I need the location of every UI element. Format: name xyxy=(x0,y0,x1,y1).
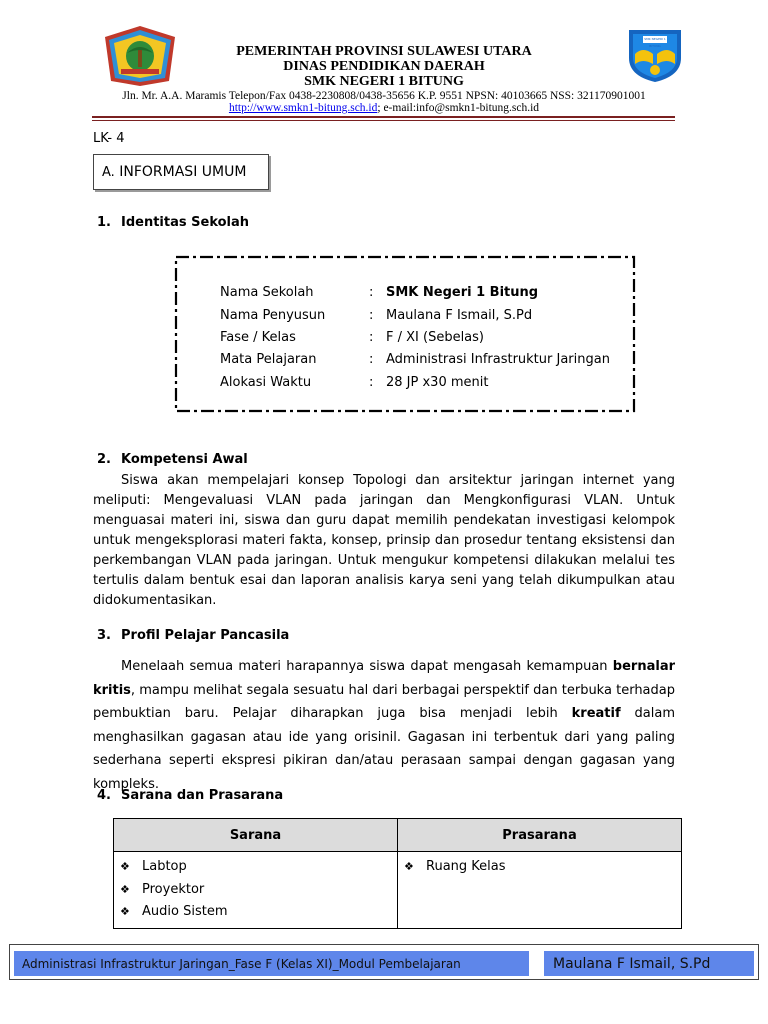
lk-label: LK- 4 xyxy=(93,131,125,146)
profil-bold-critical: bernalar kritis xyxy=(93,659,675,698)
section-a-prefix: A. xyxy=(102,165,115,180)
identity-value-school: SMK Negeri 1 Bitung xyxy=(386,285,539,300)
header-contact xyxy=(0,102,768,115)
email-text: ; e-mail:info@smkn1-bitung.sch.id xyxy=(377,102,540,114)
profil-text-2: , mampu melihat segala sesuatu hal dari berbagai perspektif dan terbuka terhadap pembuktian baru. Pelajar diharapkan juga bisa menjadi lebih xyxy=(93,682,675,721)
identity-label: Mata Pelajaran xyxy=(220,352,317,367)
sarana-item: Audio Sistem xyxy=(142,904,228,919)
section-1-title: Identitas Sekolah xyxy=(121,215,250,230)
profil-text-3: dalam menghasilkan gagasan atau ide yang orisinil. Gagasan ini terbentuk dari yang paling sederhana seperti ekspresi pikiran dan/atau perasaan sampai dengan gagasan yang kompleks. xyxy=(93,706,675,792)
list-item xyxy=(120,856,391,879)
sarana-prasarana-table xyxy=(113,818,682,929)
diamond-bullet-icon: ❖ xyxy=(120,905,130,918)
diamond-bullet-icon: ❖ xyxy=(120,882,130,896)
list-item xyxy=(120,879,391,902)
identity-colon: : xyxy=(369,352,374,367)
identity-colon: : xyxy=(369,308,374,323)
profil-text-1: Menelaah semua materi harapannya siswa dapat mengasah kemampuan xyxy=(121,659,613,674)
profil-pelajar-paragraph xyxy=(93,655,675,796)
header-rule-thick xyxy=(92,116,675,118)
section-2-number: 2. xyxy=(97,452,111,467)
kompetensi-awal-paragraph: Siswa akan mempelajari konsep Topologi dan arsitektur jaringan internet yang meliputi: Mengevaluasi VLAN pada jaringan dan Mengkonfigurasi VLAN. Untuk menguasai materi ini, siswa dan guru dapat memilih pendekatan investigasi kelompok untuk mengeksplorasi materi fakta, konsep, prinsip dan prosedur tentang eksistensi dan perkembangan VLAN pada jaringan. Untuk mengukur kompetensi dilakukan melalui tes tertulis dalam bentuk esai dan laporan analisis karya seni yang telah dikumpulkan atau didokumentasikan. xyxy=(93,473,675,608)
sarana-item: Proyektor xyxy=(142,881,205,897)
header-address: Jln. Mr. A.A. Maramis Telepon/Fax 0438-2230808/0438-35656 K.P. 9551 NPSN: 40103665 NSS: 321170901001 xyxy=(122,90,646,102)
section-a-title: INFORMASI UMUM xyxy=(119,164,247,180)
footer-author: Maulana F Ismail, S.Pd xyxy=(544,951,754,976)
footer-module-title: Administrasi Infrastruktur Jaringan_Fase F (Kelas XI)_Modul Pembelajaran xyxy=(14,951,529,976)
identity-label: Fase / Kelas xyxy=(220,330,296,345)
diamond-bullet-icon: ❖ xyxy=(120,860,130,873)
section-4-number: 4. xyxy=(97,788,111,803)
identity-label: Alokasi Waktu xyxy=(220,375,312,390)
section-3-title: Profil Pelajar Pancasila xyxy=(121,628,290,643)
table-header-prasarana: Prasarana xyxy=(398,819,682,852)
identity-value-subject: Administrasi Infrastruktur Jaringan xyxy=(386,352,610,367)
header-government: PEMERINTAH PROVINSI SULAWESI UTARA xyxy=(236,44,532,59)
table-header-sarana: Sarana xyxy=(114,819,398,852)
identity-value-phase: F / XI (Sebelas) xyxy=(386,330,484,345)
prasarana-item: Ruang Kelas xyxy=(426,859,506,874)
section-a-box xyxy=(93,154,269,190)
header-school-name: SMK NEGERI 1 BITUNG xyxy=(304,74,464,89)
identity-colon: : xyxy=(369,330,374,345)
prasarana-cell xyxy=(398,852,682,929)
header-rule-thin xyxy=(92,120,675,121)
section-4-title: Sarana dan Prasarana xyxy=(121,788,284,803)
header-department: DINAS PENDIDIKAN DAERAH xyxy=(283,59,485,74)
sarana-cell xyxy=(114,852,398,929)
section-2-title: Kompetensi Awal xyxy=(121,452,248,467)
school-logo-text: SMK NEGERI 1 BITUNG xyxy=(644,37,666,48)
diamond-bullet-icon: ❖ xyxy=(404,860,414,873)
identity-value-time: 28 JP x30 menit xyxy=(386,375,489,390)
identity-value-author: Maulana F Ismail, S.Pd xyxy=(386,308,533,323)
section-3-number: 3. xyxy=(97,628,111,643)
list-item xyxy=(404,856,675,879)
sarana-item: Labtop xyxy=(142,859,187,874)
website-link[interactable]: http://www.smkn1-bitung.sch.id xyxy=(228,102,378,114)
identity-label: Nama Sekolah xyxy=(220,285,314,300)
identity-label: Nama Penyusun xyxy=(220,308,326,323)
section-1-number: 1. xyxy=(97,215,111,230)
list-item xyxy=(120,901,391,924)
identity-colon: : xyxy=(369,285,374,300)
identity-colon: : xyxy=(369,375,374,390)
profil-bold-creative: kreatif xyxy=(571,706,621,721)
